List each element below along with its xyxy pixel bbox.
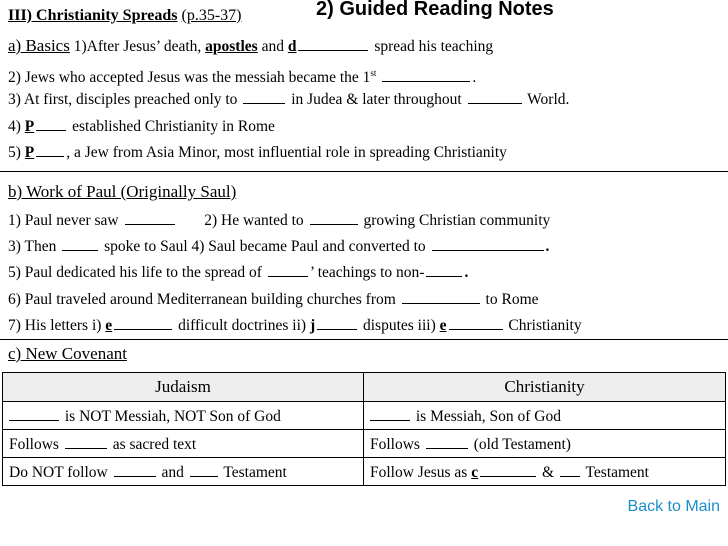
- divider: [0, 171, 728, 172]
- blank: [243, 89, 285, 104]
- table-row: [3, 402, 726, 430]
- basics-label: a) Basics: [8, 36, 70, 55]
- back-to-main-link[interactable]: Back to Main: [627, 498, 720, 515]
- blank: [36, 116, 66, 131]
- blank: [480, 462, 536, 477]
- blank: [36, 142, 64, 157]
- blank: [468, 89, 522, 104]
- divider: [0, 339, 728, 340]
- basics-line-2: 2) Jews who accepted Jesus was the messiah became the 1st .: [8, 68, 477, 87]
- paul-line-5: 7) His letters i) e difficult doctrines ii) j disputes iii) e Christianity: [8, 317, 582, 334]
- section-heading: [8, 6, 242, 26]
- basics-line-3: 3) At first, disciples preached only to in Judea & later throughout World.: [8, 91, 570, 108]
- blank: [370, 406, 410, 421]
- page-range: (p.35-37): [181, 7, 242, 24]
- blank: [114, 315, 172, 330]
- table-row: [3, 458, 726, 486]
- section-title: III) Christianity Spreads: [8, 7, 178, 24]
- table-row: [3, 430, 726, 458]
- table-cell: Do NOT follow and Testament: [3, 458, 364, 486]
- blank: [449, 315, 503, 330]
- paul-line-3: 5) Paul dedicated his life to the spread of ’ teachings to non- .: [8, 264, 469, 281]
- paul-line-1: 1) Paul never saw 2) He wanted to growing Christian community: [8, 212, 551, 229]
- table-header-row: [3, 373, 726, 402]
- table-cell: Follow Jesus as c & Testament: [364, 458, 726, 486]
- blank: [268, 262, 308, 277]
- blank: [62, 236, 98, 251]
- table-cell: Follows (old Testament): [364, 430, 726, 458]
- blank: [426, 262, 462, 277]
- paul-label: b) Work of Paul (Originally Saul): [8, 182, 237, 201]
- blank: [125, 210, 175, 225]
- paul-line-4: 6) Paul traveled around Mediterranean building churches from to Rome: [8, 291, 539, 308]
- blank: [317, 315, 357, 330]
- overlay-title: 2) Guided Reading Notes: [316, 0, 554, 20]
- table-cell: Follows as sacred text: [3, 430, 364, 458]
- blank: [402, 289, 480, 304]
- basics-line-1: a) Basics 1)After Jesus’ death, apostles and d spread his teaching: [8, 36, 494, 55]
- blank: [382, 67, 470, 82]
- blank: [190, 462, 218, 477]
- blank: [298, 36, 368, 51]
- header-christianity: Christianity: [364, 373, 726, 402]
- table-cell: is NOT Messiah, NOT Son of God: [3, 402, 364, 430]
- covenant-table: [2, 372, 726, 486]
- basics-line-5: 5) P , a Jew from Asia Minor, most influential role in spreading Christianity: [8, 144, 507, 161]
- blank: [65, 434, 107, 449]
- header-judaism: Judaism: [3, 373, 364, 402]
- basics-line-4: 4) P established Christianity in Rome: [8, 118, 275, 135]
- blank: [310, 210, 358, 225]
- paul-line-2: 3) Then spoke to Saul 4) Saul became Paul and converted to .: [8, 238, 550, 255]
- blank: [560, 462, 580, 477]
- blank: [426, 434, 468, 449]
- blank: [114, 462, 156, 477]
- answer-apostles: apostles: [205, 38, 258, 55]
- covenant-label: c) New Covenant: [8, 344, 127, 363]
- blank: [9, 406, 59, 421]
- table-cell: is Messiah, Son of God: [364, 402, 726, 430]
- blank: [432, 236, 544, 251]
